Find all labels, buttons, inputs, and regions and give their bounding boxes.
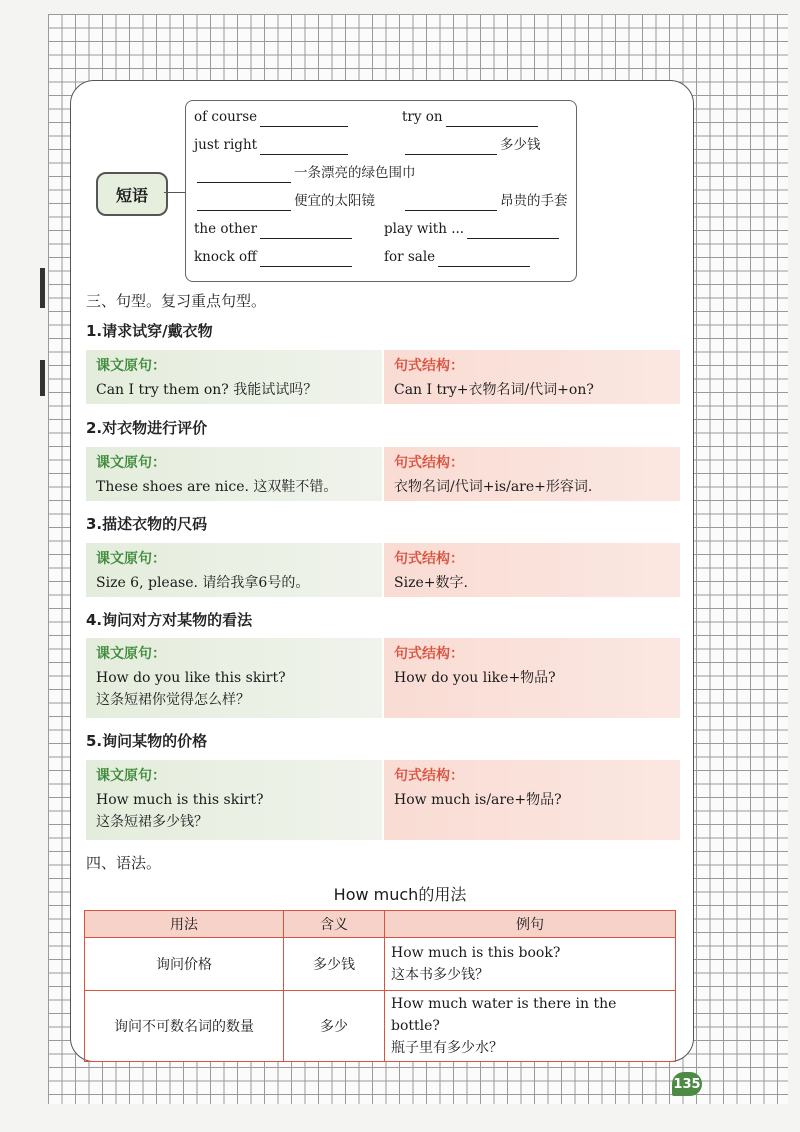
structure-text: Size+数字. bbox=[394, 575, 468, 591]
phrase-item: play with ... bbox=[384, 219, 562, 239]
phrase-item: the other bbox=[194, 219, 355, 239]
pattern-row bbox=[86, 350, 680, 404]
page-number-badge: 135 bbox=[672, 1072, 702, 1096]
source-sentence-cell bbox=[86, 447, 382, 501]
source-sentence-cell bbox=[86, 350, 382, 404]
source-sentence: How do you like this skirt? bbox=[96, 670, 286, 686]
column-header: 用法 bbox=[85, 911, 284, 938]
example-translation: 瓶子里有多少水？ bbox=[391, 1040, 503, 1056]
pattern-row bbox=[86, 760, 680, 840]
source-sentence-cell bbox=[86, 638, 382, 718]
phrase-item: 一条漂亮的绿色围巾 bbox=[194, 163, 416, 183]
usage-cell: 询问价格 bbox=[85, 938, 284, 991]
binding-mark bbox=[40, 268, 45, 308]
answer-blank[interactable] bbox=[197, 196, 291, 211]
structure-cell bbox=[384, 543, 680, 597]
source-sentence-cell bbox=[86, 760, 382, 840]
structure-text: 衣物名词/代词+is/are+形容词. bbox=[394, 479, 593, 495]
phrase-item: 多少钱 bbox=[402, 135, 541, 155]
column-header: 含义 bbox=[284, 911, 385, 938]
section-heading-sentence-patterns: 三、句型。复习重点句型。 bbox=[86, 292, 267, 310]
structure-text: How do you like+物品? bbox=[394, 670, 556, 686]
answer-blank[interactable] bbox=[438, 252, 530, 267]
table-row bbox=[85, 938, 676, 991]
structure-label: 句式结构： bbox=[394, 358, 464, 374]
structure-label: 句式结构： bbox=[394, 551, 464, 567]
source-sentence-translation: 这条短裙多少钱？ bbox=[96, 814, 208, 830]
pattern-title: 1.请求试穿/戴衣物 bbox=[86, 322, 213, 340]
source-sentence: Can I try them on? 我能试试吗？ bbox=[96, 382, 318, 398]
grammar-table-title: How much的用法 bbox=[333, 885, 467, 904]
structure-label: 句式结构： bbox=[394, 768, 464, 784]
pattern-title: 5.询问某物的价格 bbox=[86, 732, 208, 750]
pattern-title: 3.描述衣物的尺码 bbox=[86, 515, 208, 533]
phrase-item: just right bbox=[194, 135, 351, 155]
answer-blank[interactable] bbox=[260, 224, 352, 239]
phrase-item: 便宜的太阳镜 bbox=[194, 191, 375, 211]
structure-text: Can I try+衣物名词/代词+on? bbox=[394, 382, 594, 398]
structure-cell bbox=[384, 638, 680, 718]
phrase-item: for sale bbox=[384, 247, 533, 267]
source-sentence-translation: 这条短裙你觉得怎么样？ bbox=[96, 692, 250, 708]
source-sentence: How much is this skirt? bbox=[96, 792, 264, 808]
source-sentence-cell bbox=[86, 543, 382, 597]
example-sentence: How much is this book? bbox=[391, 945, 561, 961]
source-label: 课文原句： bbox=[96, 646, 166, 662]
example-translation: 这本书多少钱？ bbox=[391, 967, 489, 983]
structure-cell bbox=[384, 350, 680, 404]
example-cell bbox=[385, 938, 676, 991]
binding-mark bbox=[40, 360, 45, 396]
answer-blank[interactable] bbox=[446, 112, 538, 127]
example-sentence: How much water is there in the bottle? bbox=[391, 996, 617, 1034]
answer-blank[interactable] bbox=[260, 112, 348, 127]
meaning-cell: 多少钱 bbox=[284, 938, 385, 991]
usage-cell: 询问不可数名词的数量 bbox=[85, 991, 284, 1062]
phrases-label: 短语 bbox=[96, 172, 168, 216]
phrases-box bbox=[185, 100, 577, 282]
pattern-title: 2.对衣物进行评价 bbox=[86, 419, 208, 437]
answer-blank[interactable] bbox=[405, 140, 497, 155]
source-label: 课文原句： bbox=[96, 358, 166, 374]
table-header-row bbox=[85, 911, 676, 938]
connector-line bbox=[164, 192, 186, 193]
source-sentence: These shoes are nice. 这双鞋不错。 bbox=[96, 479, 338, 495]
structure-label: 句式结构： bbox=[394, 455, 464, 471]
source-label: 课文原句： bbox=[96, 455, 166, 471]
phrase-item: knock off bbox=[194, 247, 355, 267]
meaning-cell: 多少 bbox=[284, 991, 385, 1062]
phrase-item: 昂贵的手套 bbox=[402, 191, 568, 211]
answer-blank[interactable] bbox=[405, 196, 497, 211]
table-row bbox=[85, 991, 676, 1062]
structure-cell bbox=[384, 447, 680, 501]
answer-blank[interactable] bbox=[197, 168, 291, 183]
grammar-table bbox=[84, 910, 676, 1062]
pattern-row bbox=[86, 638, 680, 718]
section-heading-grammar: 四、语法。 bbox=[86, 854, 162, 872]
structure-label: 句式结构： bbox=[394, 646, 464, 662]
structure-cell bbox=[384, 760, 680, 840]
answer-blank[interactable] bbox=[260, 140, 348, 155]
phrase-item: of course bbox=[194, 107, 351, 127]
pattern-title: 4.询问对方对某物的看法 bbox=[86, 611, 253, 629]
pattern-row bbox=[86, 543, 680, 597]
answer-blank[interactable] bbox=[467, 224, 559, 239]
source-label: 课文原句： bbox=[96, 768, 166, 784]
source-sentence: Size 6, please. 请给我拿6号的。 bbox=[96, 575, 310, 591]
example-cell bbox=[385, 991, 676, 1062]
structure-text: How much is/are+物品? bbox=[394, 792, 562, 808]
source-label: 课文原句： bbox=[96, 551, 166, 567]
answer-blank[interactable] bbox=[260, 252, 352, 267]
pattern-row bbox=[86, 447, 680, 501]
column-header: 例句 bbox=[385, 911, 676, 938]
phrase-item: try on bbox=[402, 107, 541, 127]
